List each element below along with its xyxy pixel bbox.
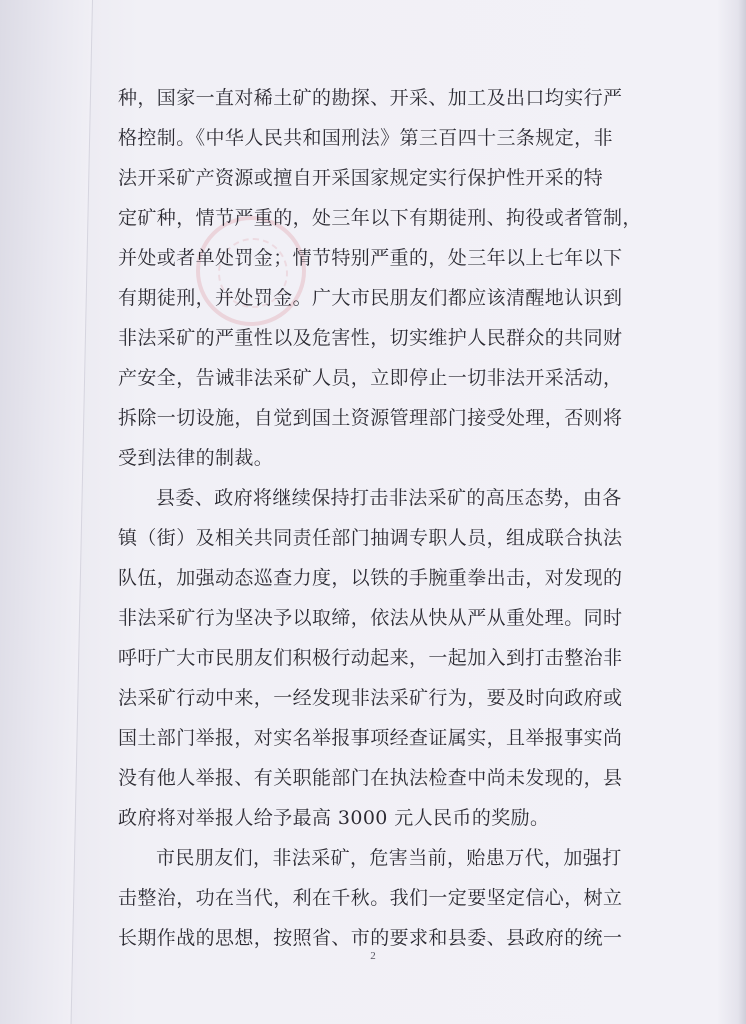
text-line: 国土部门举报，对实名举报事项经查证属实，且举报事实尚 [118,727,623,749]
text-line: 非法采矿的严重性以及危害性，切实维护人民群众的共同财 [118,327,623,349]
text-line: 受到法律的制裁。 [118,447,274,469]
text-line: 长期作战的思想，按照省、市的要求和县委、县政府的统一 [118,927,623,949]
text-line: 产安全，告诫非法采矿人员，立即停止一切非法开采活动， [118,367,623,389]
text-line: 队伍，加强动态巡查力度，以铁的手腕重拳出击，对发现的 [118,567,623,589]
text-line: 没有他人举报、有关职能部门在执法检查中尚未发现的，县 [118,767,623,789]
page-number: 2 [370,950,376,962]
body-text [118,78,642,958]
text-line: 镇（街）及相关共同责任部门抽调专职人员，组成联合执法 [118,527,623,549]
text-line: 呼吁广大市民朋友们积极行动起来，一起加入到打击整治非 [118,647,623,669]
text-line: 并处或者单处罚金；情节特别严重的，处三年以上七年以下 [118,247,623,269]
text-line: 法开采矿产资源或擅自开采国家规定实行保护性开采的特 [118,167,604,189]
text-line: 拆除一切设施，自觉到国土资源管理部门接受处理，否则将 [118,407,623,429]
text-line: 定矿种，情节严重的，处三年以下有期徒刑、拘役或者管制， [118,207,642,229]
paper-fold [0,0,93,1024]
text-line: 政府将对举报人给予最高 3000 元人民币的奖励。 [118,807,550,829]
paragraph-start-line: 县委、政府将继续保持打击非法采矿的高压态势，由各 [156,487,622,509]
text-line: 击整治，功在当代，利在千秋。我们一定要坚定信心，树立 [118,887,623,909]
text-line: 有期徒刑，并处罚金。广大市民朋友们都应该清醒地认识到 [118,287,623,309]
paper-edge [718,0,746,1024]
text-line: 法采矿行动中来，一经发现非法采矿行为，要及时向政府或 [118,687,623,709]
paragraph-start-line: 市民朋友们，非法采矿，危害当前，贻患万代，加强打 [156,847,622,869]
text-line: 种，国家一直对稀土矿的勘探、开采、加工及出口均实行严 [118,87,623,109]
text-line: 格控制。《中华人民共和国刑法》第三百四十三条规定，非 [118,127,613,149]
text-line: 非法采矿行为坚决予以取缔，依法从快从严从重处理。同时 [118,607,623,629]
